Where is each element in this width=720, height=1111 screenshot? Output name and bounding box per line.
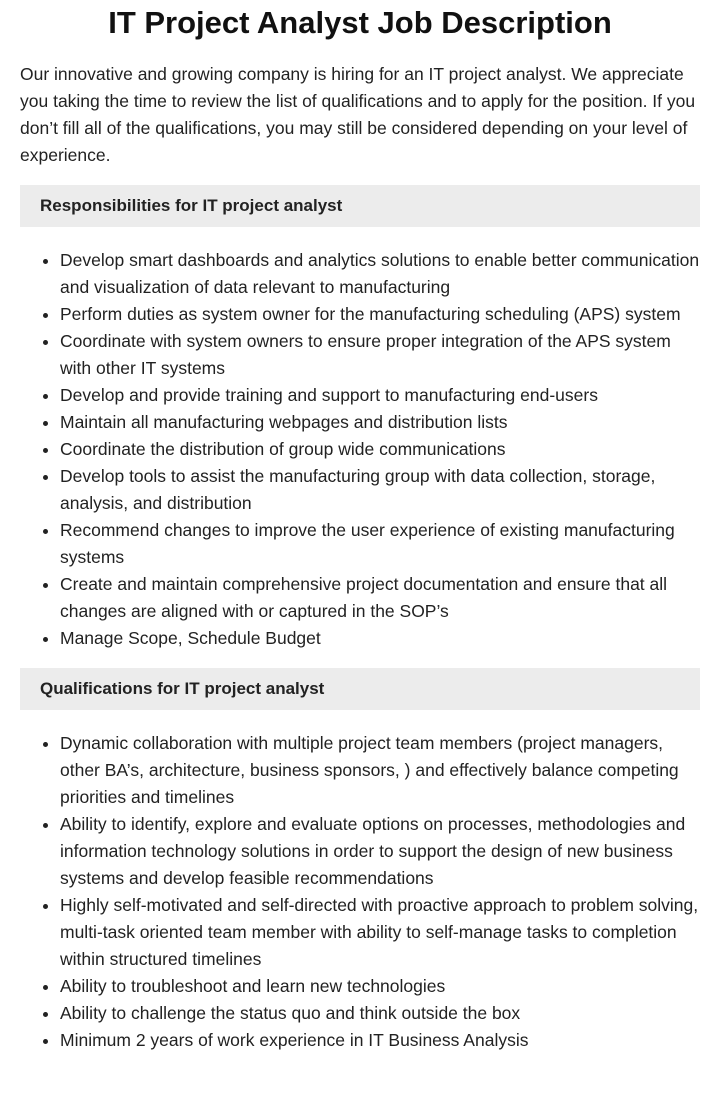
page-title: IT Project Analyst Job Description [108, 5, 612, 40]
qualifications-list [20, 730, 700, 1054]
list-item: • Perform duties as system owner for the manufacturing scheduling (APS) system [60, 301, 700, 328]
list-item: • Coordinate with system owners to ensure proper integration of the APS system with other IT systems [60, 328, 700, 382]
responsibilities-heading: Responsibilities for IT project analyst [20, 185, 700, 227]
list-item: • Ability to challenge the status quo and think outside the box [60, 1000, 700, 1027]
list-item: • Ability to identify, explore and evaluate options on processes, methodologies and information technology solutions in order to support the design of new business systems and develop feasible recommendations [60, 811, 700, 892]
responsibilities-list [20, 247, 700, 652]
list-item: • Dynamic collaboration with multiple project team members (project managers, other BA’s, architecture, business sponsors, ) and effectively balance competing priorities and timelines [60, 730, 700, 811]
list-item: • Develop smart dashboards and analytics solutions to enable better communication and visualization of data relevant to manufacturing [60, 247, 700, 301]
list-item: • Highly self-motivated and self-directed with proactive approach to problem solving, multi-task oriented team member with ability to self-manage tasks to completion within structured timelines [60, 892, 700, 973]
list-item: • Create and maintain comprehensive project documentation and ensure that all changes are aligned with or captured in the SOP’s [60, 571, 700, 625]
list-item: • Coordinate the distribution of group wide communications [60, 436, 700, 463]
qualifications-heading: Qualifications for IT project analyst [20, 668, 700, 710]
list-item: • Recommend changes to improve the user experience of existing manufacturing systems [60, 517, 700, 571]
list-item: • Manage Scope, Schedule Budget [60, 625, 700, 652]
intro-paragraph: Our innovative and growing company is hiring for an IT project analyst. We appreciate you taking the time to review the list of qualifications and to apply for the position. If you don’t fill all of the qualifications, you may still be considered depending on your level of experience. [20, 64, 696, 165]
list-item: • Develop tools to assist the manufacturing group with data collection, storage, analysis, and distribution [60, 463, 700, 517]
list-item: • Minimum 2 years of work experience in IT Business Analysis [60, 1027, 700, 1054]
list-item: • Develop and provide training and support to manufacturing end-users [60, 382, 700, 409]
list-item: • Ability to troubleshoot and learn new technologies [60, 973, 700, 1000]
list-item: • Maintain all manufacturing webpages and distribution lists [60, 409, 700, 436]
